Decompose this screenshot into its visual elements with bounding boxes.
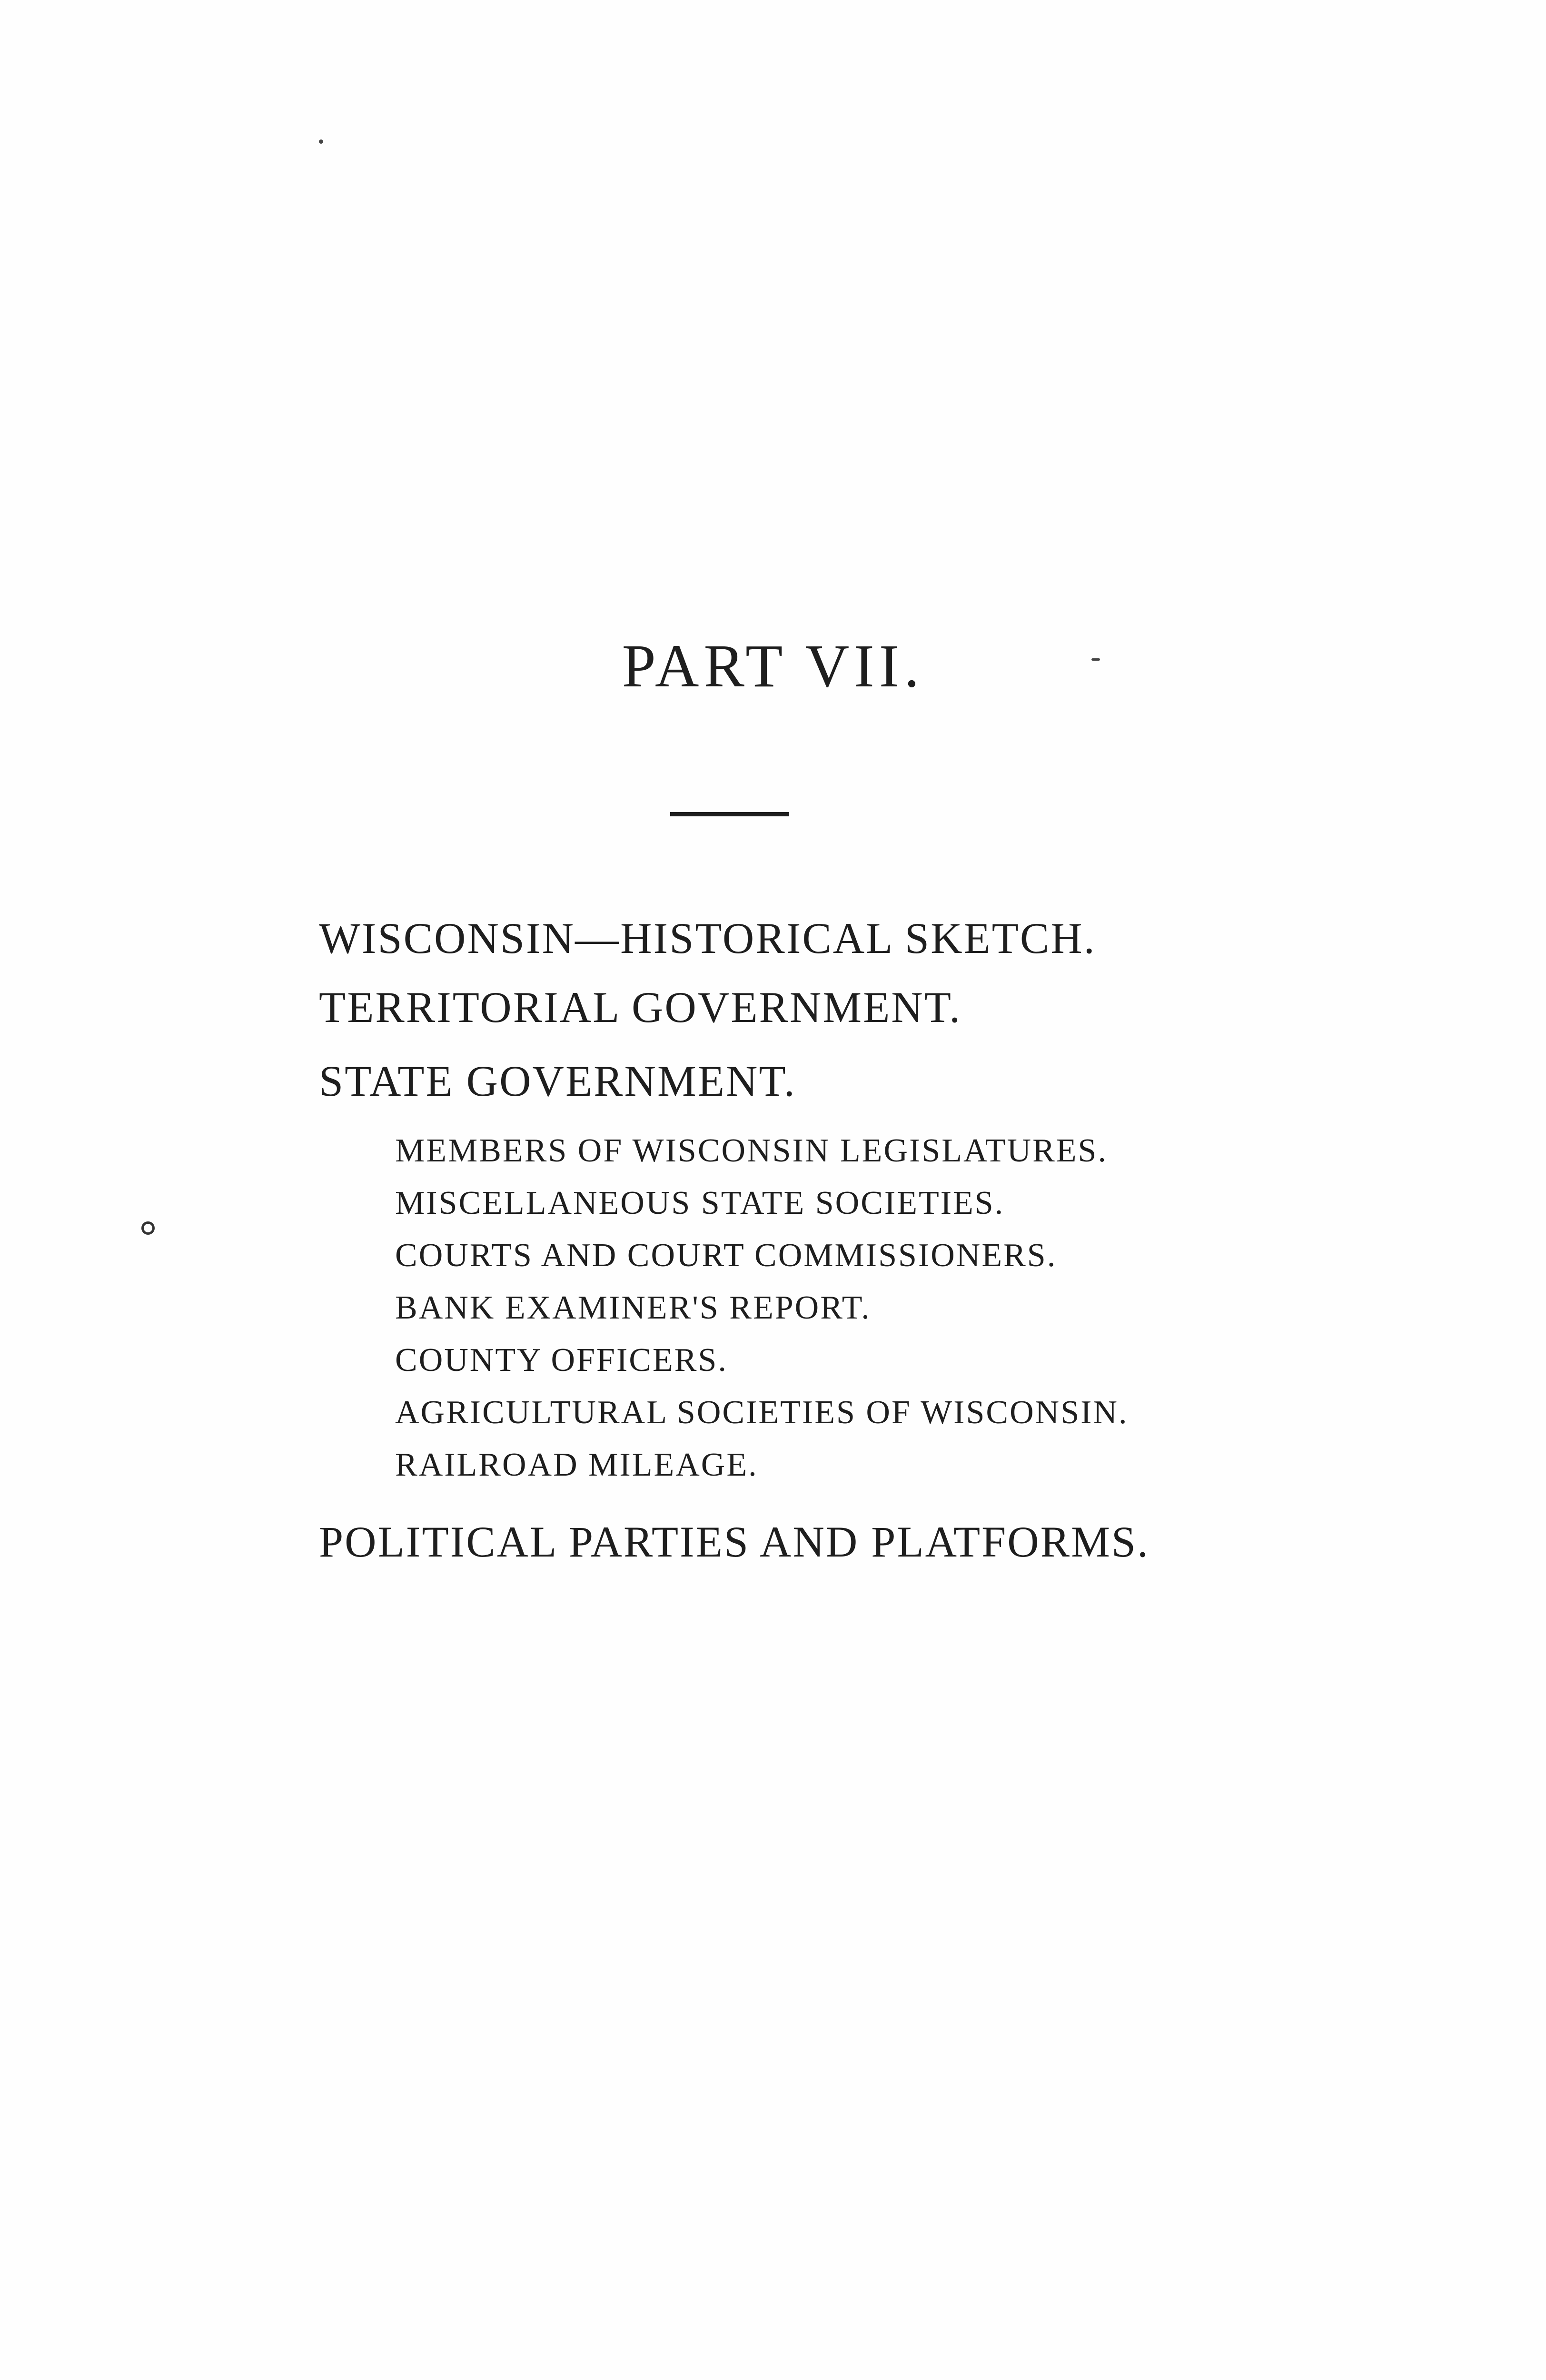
subsection-county-officers: COUNTY OFFICERS. (395, 1342, 728, 1378)
heading-divider-rule (670, 812, 789, 816)
part-heading: PART VII. (622, 632, 924, 700)
section-political-parties-and-platforms: POLITICAL PARTIES AND PLATFORMS. (319, 1517, 1150, 1566)
section-state-government: STATE GOVERNMENT. (319, 1057, 796, 1105)
section-wisconsin-historical-sketch: WISCONSIN—HISTORICAL SKETCH. (319, 914, 1096, 962)
subsection-members-of-legislatures: MEMBERS OF WISCONSIN LEGISLATURES. (395, 1132, 1108, 1169)
paper-speck (141, 1221, 155, 1235)
subsection-courts-and-commissioners: COURTS AND COURT COMMISSIONERS. (395, 1237, 1057, 1274)
subsection-agricultural-societies: AGRICULTURAL SOCIETIES OF WISCONSIN. (395, 1394, 1129, 1431)
subsection-railroad-mileage: RAILROAD MILEAGE. (395, 1447, 758, 1483)
paper-speck (319, 139, 323, 144)
section-territorial-government: TERRITORIAL GOVERNMENT. (319, 983, 962, 1031)
subsection-bank-examiners-report: BANK EXAMINER'S REPORT. (395, 1289, 871, 1326)
paper-speck (1091, 658, 1100, 661)
subsection-miscellaneous-state-societies: MISCELLANEOUS STATE SOCIETIES. (395, 1185, 1005, 1221)
